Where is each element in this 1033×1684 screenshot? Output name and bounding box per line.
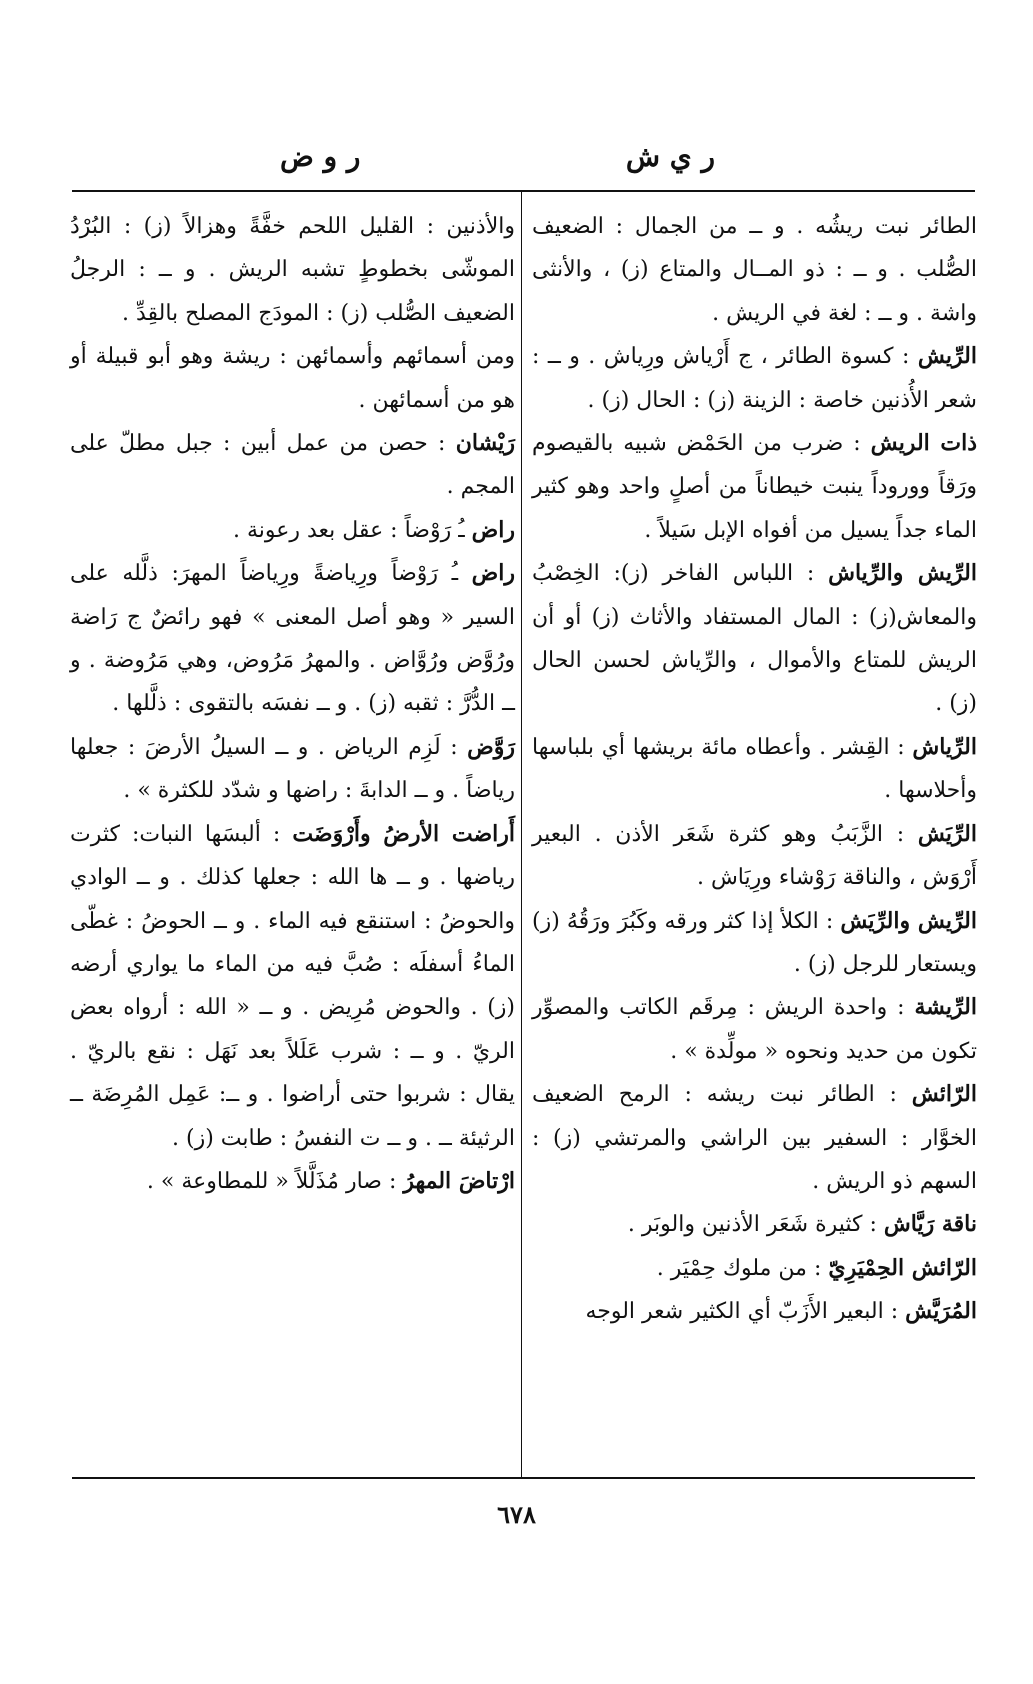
entry-text: : كسوة الطائر ، ج أَرْياش ورِياش . و ــ : شعر الأُذنين خاصة : الزينة (ز) : الحال (ز) . — [532, 344, 977, 413]
dictionary-entry — [532, 813, 977, 900]
entry-lemma: أَراضت الأرضُ وأَرْوَضَت — [292, 820, 515, 847]
dictionary-entry — [70, 726, 515, 813]
entry-text: : الزَّبَبُ وهو كثرة شَعَر الأذن . البعير أَرْوَش ، والناقة رَوْشاء ورِيَاش . — [532, 821, 977, 891]
entry-lemma: المُرَيَّش — [905, 1298, 977, 1325]
dictionary-entry — [532, 1203, 977, 1246]
root-heading-left: ر و ض — [280, 140, 361, 173]
entry-lemma: الرِّيَش — [917, 820, 977, 847]
entry-text: ـُ رَوْضاً : عقل بعد رعونة . — [232, 517, 472, 543]
entry-text: : البعير الأَزَبّ أي الكثير شعر الوجه — [585, 1299, 906, 1325]
entry-lemma: رَيْشان — [455, 430, 515, 457]
entry-text: : لَزِم الرياض . و ــ السيلُ الأرضَ : جعلها رياضاً . و ــ الدابةَ : راضها و شدّد للكثرة » . — [70, 734, 515, 804]
dictionary-entry — [70, 1160, 515, 1203]
entry-text: : ألبسَها النبات: كثرت رياضها . و ــ ها الله : جعلها كذلك . و ــ الوادي والحوضُ : استنقع فيه الماء . و ــ الحوضُ : غطّى الماءُ أسفلَه : صُبَّ فيه من الماء ما يواري أرضه (ز) . والحوض مُرِيض . و ــ « الله : أرواه بعض الريّ . و ــ : شرب عَلَلاً بعد نَهَل : نقع بالريّ . يقال : شربوا حتى أراضوا . و ــ: عَمِل المُرِضَة ــ الرثيئة ــ . و ــ ت النفسُ : طابت (ز) . — [70, 821, 515, 1151]
entry-text: والأذنين : القليل اللحم خفَّةً وهزالاً (ز) : البُرْدُ الموشّى بخطوطٍ تشبه الريش . و ــ : الرجلُ الضعيف الصُّلب (ز) : المودَج المصلح بالقِدِّ . — [70, 214, 515, 326]
dictionary-entry — [70, 422, 515, 509]
entry-text: : اللباس الفاخر (ز): الخِصْبُ والمعاش(ز) : المال المستفاد والأثاث (ز) أو أن الريش للمتاع والأموال ، والرِّياش لحسن الحال (ز) . — [532, 561, 977, 717]
dictionary-entry — [532, 986, 977, 1073]
column-divider — [521, 190, 522, 1477]
entry-lemma: الرِّياش — [912, 733, 977, 760]
entry-lemma: ارْتاضَ المهرُ — [403, 1167, 515, 1194]
entry-lemma: الرِّيشة — [914, 994, 977, 1021]
entry-text: ومن أسمائهم وأسمائهن : ريشة وهو أبو قبيلة أو هو من أسمائهن . — [70, 344, 515, 413]
dictionary-entry — [70, 509, 515, 552]
entry-text: : كثيرة شَعَر الأذنين والوبَر . — [627, 1212, 884, 1238]
entry-text: ـُ رَوْضاً ورِياضةً ورِياضاً المهرَ: ذلَّله على السير « وهو أصل المعنى » فهو رائضٌ ج رَاضة ورُوَّض ورُوَّاض . والمهرُ مَرُوض، وهي مَرُوضة . و ــ الدُّرَّ : ثقبه (ز) . و ــ نفسَه بالتقوى : ذلَّلها . — [70, 561, 515, 717]
entry-lemma: ناقة رَيَّاش — [883, 1211, 977, 1238]
entry-text: : واحدة الريش : مِرقَم الكاتب والمصوِّر تكون من حديد ونحوه « مولِّدة » . — [532, 995, 977, 1064]
top-rule — [72, 190, 975, 192]
right-column — [532, 205, 977, 1334]
entry-text: : الكلأ إذا كثر ورقه وكَبُرَ ورَقُهُ (ز) ويستعار للرجل (ز) . — [532, 908, 977, 977]
entry-lemma: الرِّيش والرِّياش — [828, 560, 977, 587]
dictionary-entry — [532, 335, 977, 422]
dictionary-entry — [70, 335, 515, 422]
dictionary-entry — [532, 726, 977, 813]
root-heading-right: ر ي ش — [625, 140, 715, 173]
dictionary-entry — [70, 813, 515, 1160]
left-column — [70, 205, 515, 1203]
entry-lemma: الرِّيش — [917, 343, 977, 370]
entry-text: : من ملوك حِمْيَر . — [656, 1255, 829, 1281]
entry-text: : ضرب من الحَمْض شبيه بالقيصوم ورَقاً ووروداً ينبت خيطاناً من أصلٍ واحد وهو كثير الماء جداً يسيل من أفواه الإبل سَيلاً . — [532, 431, 977, 543]
entry-lemma: الرّائش الحِمْيَرِيّ — [828, 1254, 977, 1281]
dictionary-entry — [532, 552, 977, 726]
bottom-rule — [72, 1477, 975, 1479]
dictionary-entry — [532, 1290, 977, 1333]
entry-text: : صار مُذَلَّلاً « للمطاوعة » . — [146, 1168, 404, 1194]
entry-lemma: الرِّيش والرِّيَش — [840, 907, 977, 934]
dictionary-entry — [532, 422, 977, 552]
entry-text: الطائر نبت ريشُه . و ــ من الجمال : الضعيف الصُّلب . و ــ : ذو المــال والمتاع (ز) ، والأنثى واشة . و ــ : لغة في الريش . — [532, 214, 977, 326]
dictionary-entry — [532, 205, 977, 335]
entry-lemma: رَوَّض — [467, 733, 515, 760]
entry-text: : الطائر نبت ريشه : الرمح الضعيف الخوَّار : السفير بين الراشي والمرتشي (ز) : السهم ذو الريش . — [532, 1082, 977, 1194]
page-header — [70, 140, 975, 176]
dictionary-entry — [70, 552, 515, 726]
entry-lemma: راض — [471, 560, 515, 587]
entry-lemma: راض — [471, 516, 515, 543]
entry-text: : حصن من عمل أبين : جبل مطلّ على المجم . — [70, 431, 515, 500]
dictionary-entry — [70, 205, 515, 335]
dictionary-entry — [532, 1073, 977, 1203]
dictionary-entry — [532, 1247, 977, 1290]
page-number: ٦٧٨ — [497, 1500, 536, 1529]
entry-lemma: الرّائش — [911, 1081, 977, 1108]
dictionary-entry — [532, 900, 977, 987]
entry-lemma: ذات الريش — [870, 430, 977, 457]
entry-text: : القِشر . وأعطاه مائة بريشها أي بلباسها وأحلاسها . — [532, 734, 977, 804]
